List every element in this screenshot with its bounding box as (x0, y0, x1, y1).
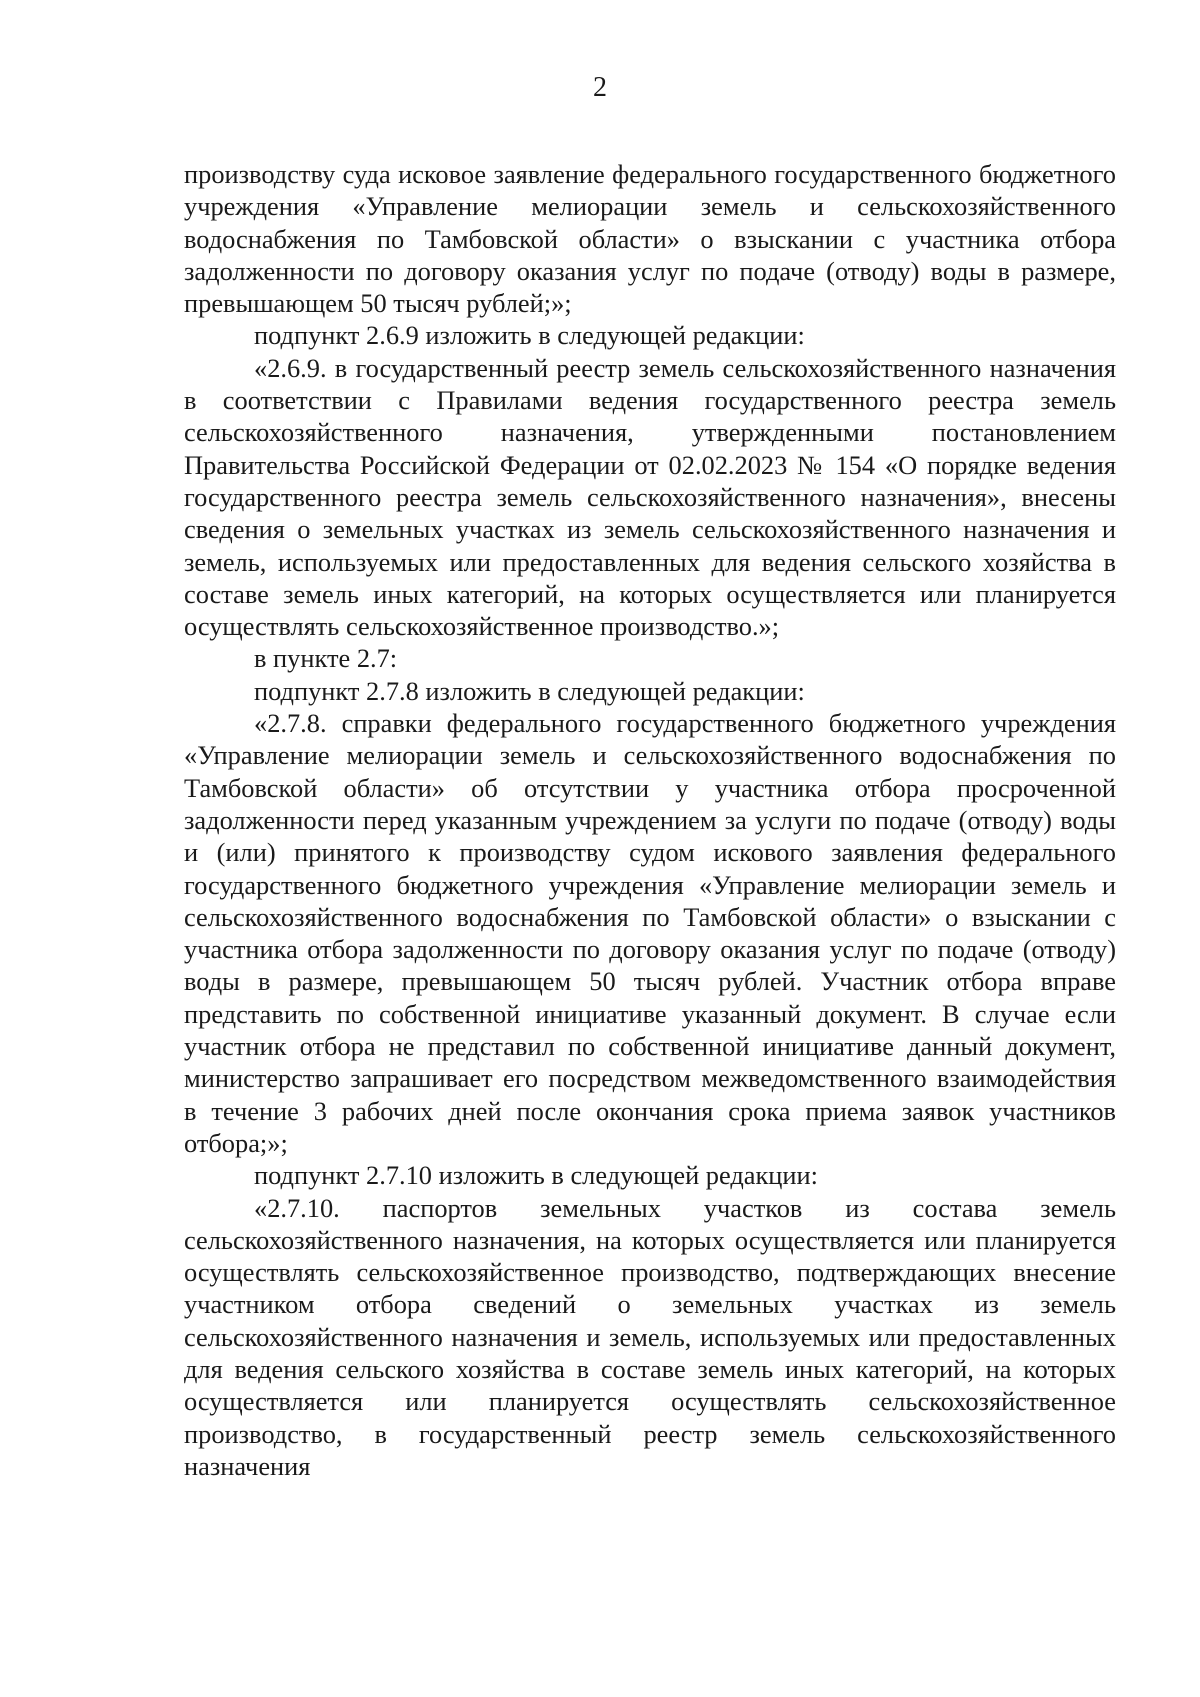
paragraph-subpoint-2-7-8-text: «2.7.8. справки федерального государственного бюджетного учреждения «Управление мелиорации земель и сельскохозяйственного водоснабжения по Тамбовской области» об отсутствии у участника отбора просроченной задолженности перед указанным учреждением за услуги по подаче (отводу) воды и (или) принятого к производству судом искового заявления федерального государственного бюджетного учреждения «Управление мелиорации земель и сельскохозяйственного водоснабжения по Тамбовской области» о взыскании с участника отбора задолженности по договору оказания услуг по подаче (отводу) воды в размере, превышающем 50 тысяч рублей. Участник отбора вправе представить по собственной инициативе указанный документ. В случае если участник отбора не представил по собственной инициативе данный документ, министерство запрашивает его посредством межведомственного взаимодействия в течение 3 рабочих дней после окончания срока приема заявок участников отбора;»; (184, 708, 1116, 1158)
paragraph-subpoint-2-6-9-intro: подпункт 2.6.9 изложить в следующей редакции: (254, 320, 805, 351)
page-number: 2 (593, 72, 607, 103)
paragraph-subpoint-2-7-10-intro: подпункт 2.7.10 изложить в следующей редакции: (254, 1160, 819, 1191)
paragraph-subpoint-2-7-10-text: «2.7.10. паспортов земельных участков из состава земель сельскохозяйственного назначения, на которых осуществляется или планируется осуществлять сельскохозяйственное производство, подтверждающих внесение участником отбора сведений о земельных участках из земель сельскохозяйственного назначения и земель, используемых или предоставленных для ведения сельского хозяйства в составе земель иных категорий, на которых осуществляется или планируется осуществлять сельскохозяйственное производство, в государственный реестр земель сельскохозяйственного назначения (184, 1192, 1116, 1481)
paragraph-subpoint-2-6-9-text: «2.6.9. в государственный реестр земель сельскохозяйственного назначения в соответствии с Правилами ведения государственного реестра земель сельскохозяйственного назначения, утвержденными постановлением Правительства Российской Федерации от 02.02.2023 № 154 «О порядке ведения государственного реестра земель сельскохозяйственного назначения», внесены сведения о земельных участках из земель сельскохозяйственного назначения и земель, используемых или предоставленных для ведения сельского хозяйства в составе земель иных категорий, на которых осуществляется или планируется осуществлять сельскохозяйственное производство.»; (184, 352, 1116, 642)
paragraph-subpoint-2-7-8-intro: подпункт 2.7.8 изложить в следующей редакции: (254, 675, 805, 706)
paragraph-point-2-7-intro: в пункте 2.7: (254, 643, 398, 674)
document-body (184, 158, 1116, 1482)
paragraph-continuation: производству суда исковое заявление федерального государственного бюджетного учреждения «Управление мелиорации земель и сельскохозяйственного водоснабжения по Тамбовской области» о взыскании с участника отбора задолженности по договору оказания услуг по подаче (отводу) воды в размере, превышающем 50 тысяч рублей;»; (184, 159, 1116, 319)
